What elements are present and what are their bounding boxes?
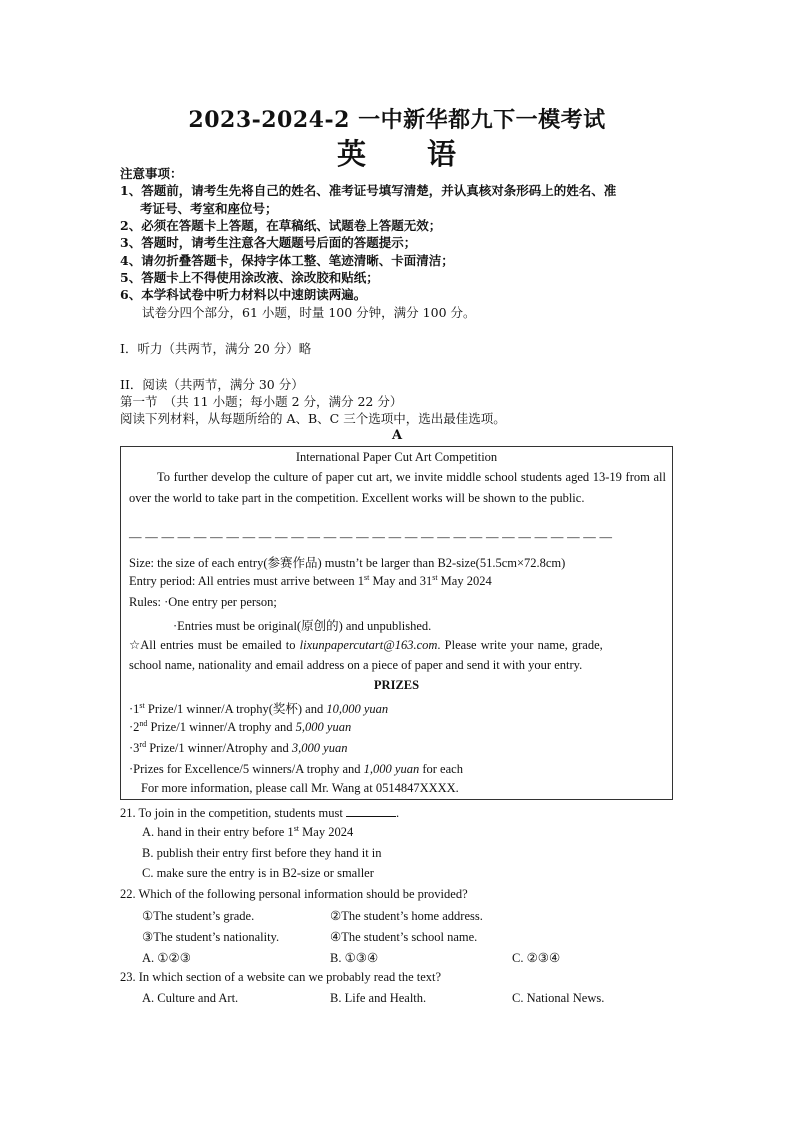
- note-item-4: 4、请勿折叠答题卡，保持字体工整、笔迹清晰、卡面清洁；: [120, 253, 454, 268]
- email-address: lixunpapercutart@163.com: [299, 638, 438, 652]
- note-item-1-cont: 考证号、考室和座位号；: [140, 201, 278, 216]
- q23-option-a: A. Culture and Art.: [142, 991, 239, 1005]
- notice-intro: To further develop the culture of paper cut art, we invite middle school students aged 13-19 from all over the world to take part in the competition. Excellent works will be shown to the public.: [129, 470, 666, 505]
- q22-option-b: B. ①③④: [330, 951, 379, 965]
- notice-divider: — — — — — — — — — — — — — — — — — — — — — — — — — — — — — —: [129, 530, 613, 544]
- notice-rules-2: ·Entries must be original(原创的) and unpublished.: [173, 619, 432, 633]
- note-item-2: 2、必须在答题卡上答题，在草稿纸、试题卷上答题无效；: [120, 218, 442, 233]
- note-item-3: 3、答题时，请考生注意各大题题号后面的答题提示；: [120, 235, 417, 250]
- notice-email-line2: school name, nationality and email address on a piece of paper and send it with your entry.: [129, 658, 583, 672]
- note-item-6: 6、本学科试卷中听力材料以中速朗读两遍。: [120, 287, 367, 302]
- passage-label: A: [391, 428, 403, 443]
- q22-info-1: ①The student’s grade.: [142, 909, 255, 923]
- q21-option-b: B. publish their entry first before they hand it in: [142, 846, 382, 860]
- section-listening: I．听力（共两节，满分 20 分）略: [120, 341, 312, 356]
- q23-option-b: B. Life and Health.: [330, 991, 427, 1005]
- notice-contact: For more information, please call Mr. Wang at 0514847XXXX.: [141, 781, 459, 795]
- note-item-5: 5、答题卡上不得使用涂改液、涂改胶和贴纸；: [120, 270, 379, 285]
- notice-box: [120, 446, 673, 800]
- notice-email-line: ☆All entries must be emailed to lixunpapercutart@163.com. Please write your name, grade,: [129, 638, 603, 652]
- notes-summary: 试卷分四个部分，61 小题，时量 100 分钟，满分 100 分。: [142, 305, 476, 320]
- exam-title: 2023-2024-2 一中新华都九下一模考试: [188, 107, 606, 133]
- prize-third: ·3rd Prize/1 winner/Atrophy and 3,000 yuan: [129, 739, 348, 755]
- notice-rules-1: Rules: ·One entry per person;: [129, 595, 277, 609]
- section-part1: 第一节 （共 11 小题；每小题 2 分，满分 22 分）: [120, 394, 403, 409]
- q22-info-3: ③The student’s nationality.: [142, 930, 280, 944]
- q22-option-a: A. ①②③: [142, 951, 191, 965]
- q21-option-a: A. hand in their entry before 1st May 2024: [142, 823, 354, 839]
- notice-title: International Paper Cut Art Competition: [295, 450, 498, 464]
- q23-option-c: C. National News.: [512, 991, 605, 1005]
- q22-option-c: C. ②③④: [512, 951, 561, 965]
- prize-excellence: ·Prizes for Excellence/5 winners/A trophy and 1,000 yuan for each: [129, 762, 463, 776]
- question-21: 21. To join in the competition, students must .: [120, 806, 400, 820]
- prizes-heading: PRIZES: [373, 678, 420, 692]
- notes-heading: 注意事项：: [120, 166, 183, 181]
- note-item-1: 1、答题前，请考生先将自己的姓名、准考证号填写清楚，并认真核对条形码上的姓名、准: [120, 183, 617, 198]
- answer-blank: [346, 805, 396, 817]
- question-23: 23. In which section of a website can we probably read the text?: [120, 970, 442, 984]
- q21-option-c: C. make sure the entry is in B2-size or smaller: [142, 866, 374, 880]
- section-reading: II．阅读（共两节，满分 30 分）: [120, 377, 304, 392]
- prize-first: ·1st Prize/1 winner/A trophy(奖杯) and 10,000 yuan: [129, 700, 389, 716]
- prize-second: ·2nd Prize/1 winner/A trophy and 5,000 yuan: [129, 718, 352, 734]
- question-22: 22. Which of the following personal information should be provided?: [120, 887, 468, 901]
- notice-size: Size: the size of each entry(参赛作品) mustn’t be larger than B2-size(51.5cm×72.8cm): [129, 556, 566, 570]
- q22-info-2: ②The student’s home address.: [330, 909, 483, 923]
- section-instruction: 阅读下列材料，从每题所给的 A、B、C 三个选项中，选出最佳选项。: [120, 411, 506, 426]
- notice-entry-period: Entry period: All entries must arrive between 1st May and 31st May 2024: [129, 572, 492, 588]
- subject-title: 英 语: [336, 137, 457, 171]
- q22-info-4: ④The student’s school name.: [330, 930, 478, 944]
